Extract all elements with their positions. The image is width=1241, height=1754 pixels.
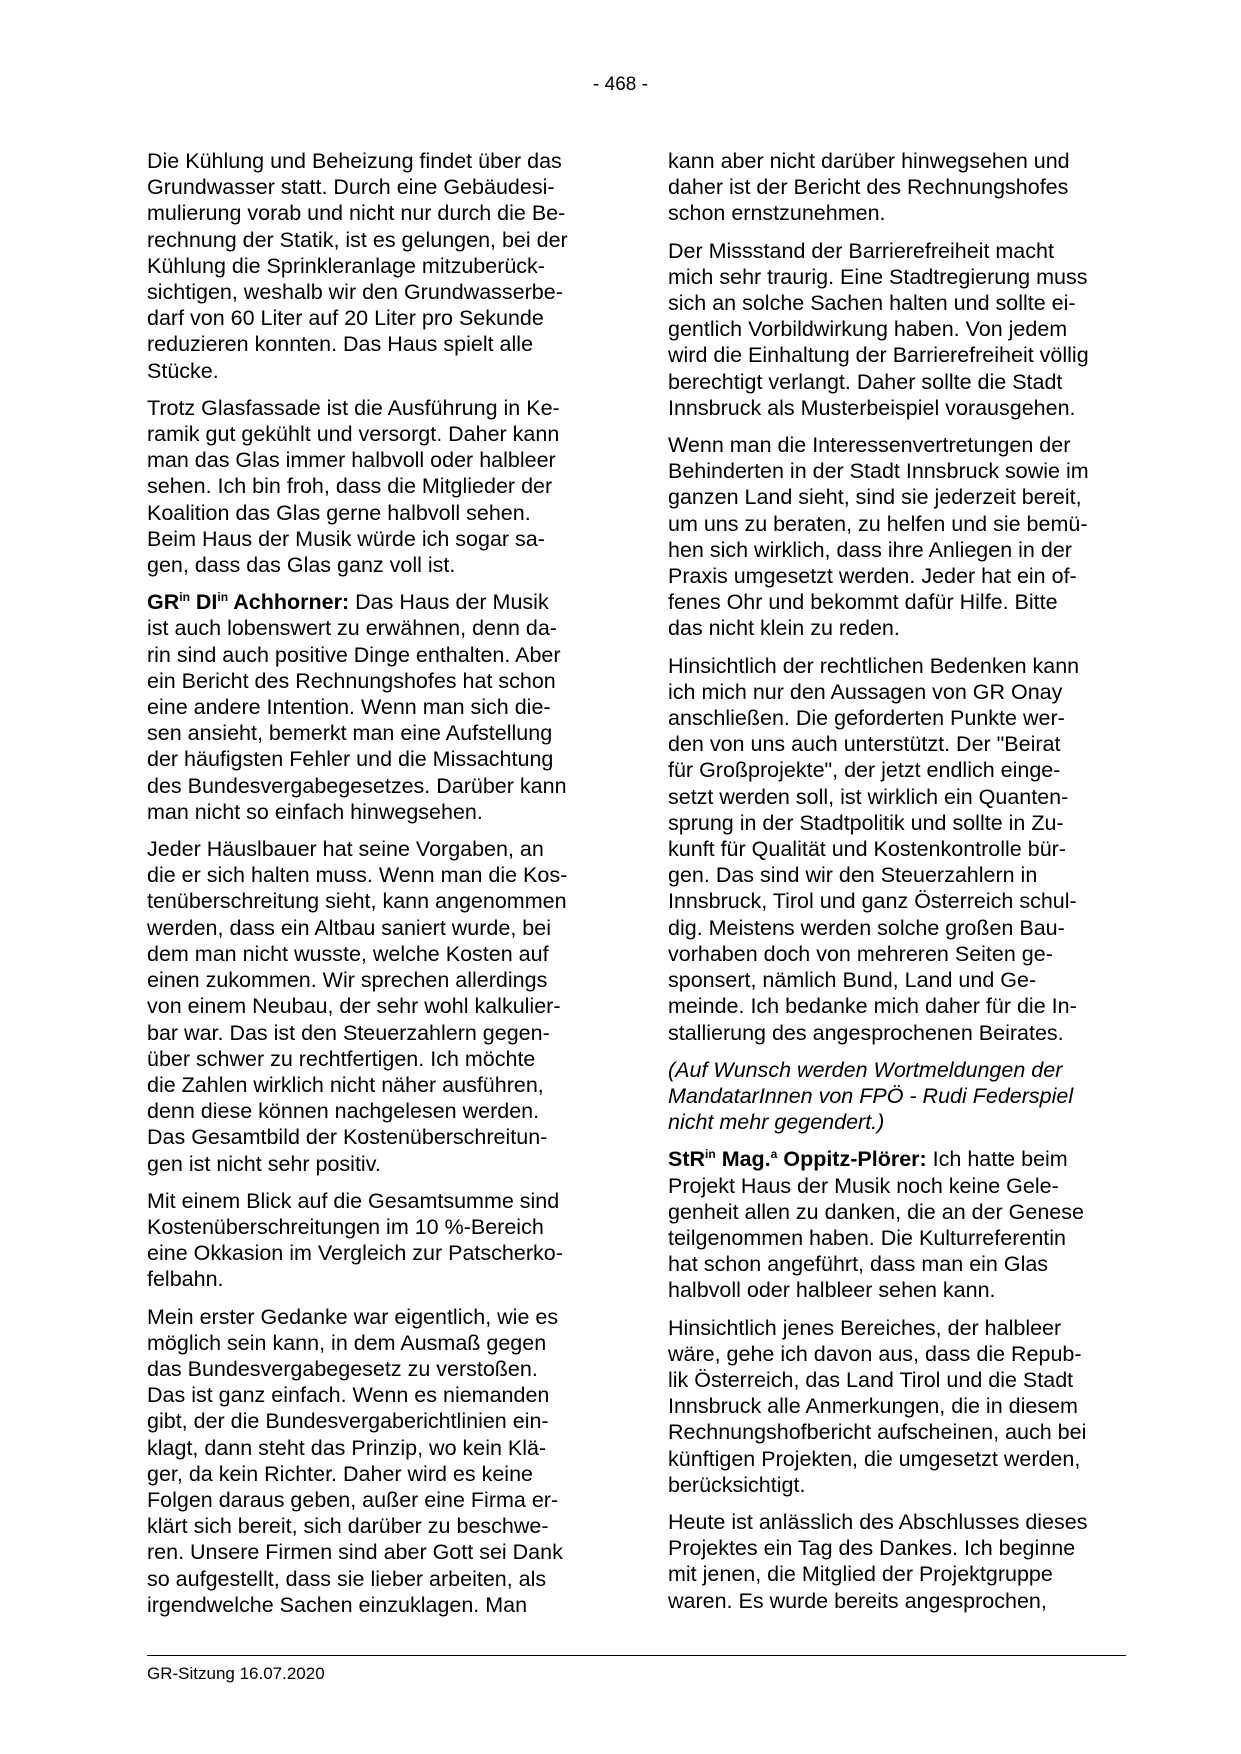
- right-column: [668, 148, 1126, 1625]
- speaker-name: $GR^{in}$ $DI^{in}$ Achhorner:: [147, 590, 350, 615]
- speech-paragraph: [668, 1146, 1126, 1303]
- paragraph: Hinsichtlich jenes Bereiches, der halbleer wäre, gehe ich davon aus, dass die Repub- lik Österreich, das Land Tirol und die Stadt Innsbruck alle Anmerkungen, die in diesem Rechnungshofbericht aufscheinen, auch bei künftigen Projekten, die umgesetzt werden, berücksichtigt.: [668, 1315, 1087, 1497]
- paragraph: Mit einem Blick auf die Gesamtsumme sind Kostenüberschreitungen im 10 %-Bereich eine Okkasion im Vergleich zur Patscherko- felbahn.: [147, 1188, 563, 1292]
- paragraph: Mein erster Gedanke war eigentlich, wie es möglich sein kann, in dem Ausmaß gegen das Bundesvergabegesetz zu verstoßen. Das ist ganz einfach. Wenn es niemanden gibt, der die Bundesvergaberichtlinien ein- klagt, dann steht das Prinzip, wo kein Klä- ger, da kein Richter. Daher wird es keine Folgen daraus geben, außer eine Firma er- klärt sich bereit, sich darüber zu beschwe- ren. Unsere Firmen sind aber Gott sei Dank so aufgestellt, dass sie lieber arbeiten, als irgendwelche Sachen einzuklagen. Man: [147, 1304, 563, 1617]
- paragraph: Die Kühlung und Beheizung findet über das Grundwasser statt. Durch eine Gebäudesi- mulierung vorab und nicht nur durch die Be- rechnung der Statik, ist es gelungen, bei der Kühlung die Sprinkleranlage mitzuberück- sichtigen, weshalb wir den Grundwasserbe- darf von 60 Liter auf 20 Liter pro Sekunde reduzieren konnten. Das Haus spielt alle Stücke.: [147, 149, 568, 383]
- paragraph: Jeder Häuslbauer hat seine Vorgaben, an die er sich halten muss. Wenn man die Kos- tenüberschreitung sieht, kann angenommen werden, dass ein Altbau saniert wurde, bei dem man nicht wusste, welche Kosten auf einen zukommen. Wir sprechen allerdings von einem Neubau, der sehr wohl kalkulier- bar war. Das ist den Steuerzahlern gegen- über schwer zu rechtfertigen. Ich möchte die Zahlen wirklich nicht näher ausführen, denn diese können nachgelesen werden. Das Gesamtbild der Kostenüberschreitun- gen ist nicht sehr positiv.: [147, 837, 568, 1176]
- page-number: - 468 -: [593, 74, 648, 95]
- footer-divider: [147, 1655, 1126, 1656]
- speech-text: Ich hatte beim Projekt Haus der Musik noch keine Gele- genheit allen zu danken, die an der Genese teilgenommen haben. Die Kulturreferentin hat schon angeführt, dass man ein Glas halbvoll oder halbleer sehen kann.: [668, 1147, 1084, 1303]
- paragraph: Wenn man die Interessenvertretungen der Behinderten in der Stadt Innsbruck sowie im ganzen Land sieht, sind sie jederzeit bereit, um uns zu beraten, zu helfen und sie bemü- hen sich wirklich, dass ihre Anliegen in der Praxis umgesetzt werden. Jeder hat ein of- fenes Ohr und bekommt dafür Hilfe. Bitte das nicht klein zu reden.: [668, 433, 1089, 641]
- footer-text: GR-Sitzung 16.07.2020: [147, 1664, 325, 1683]
- speaker-name: StR$^{in}$ Mag.$^a$ Oppitz-Plörer:: [668, 1147, 927, 1172]
- left-column: [147, 148, 605, 1629]
- paragraph: kann aber nicht darüber hinwegsehen und daher ist der Bericht des Rechnungshofes schon ernstzunehmen.: [668, 149, 1070, 226]
- editorial-note: (Auf Wunsch werden Wortmeldungen der MandatarInnen von FPÖ - Rudi Federspiel nicht mehr gegendert.): [668, 1057, 1074, 1135]
- paragraph: Trotz Glasfassade ist die Ausführung in Ke- ramik gut gekühlt und versorgt. Daher kann man das Glas immer halbvoll oder halbleer sehen. Ich bin froh, dass die Mitglieder der Koalition das Glas gerne halbvoll sehen. Beim Haus der Musik würde ich sogar sa- gen, dass das Glas ganz voll ist.: [147, 395, 560, 578]
- speech-text: Das Haus der Musik ist auch lobenswert zu erwähnen, denn da- rin sind auch positive Dinge enthalten. Aber ein Bericht des Rechnungshofes hat schon eine andere Intention. Wenn man sich die- sen ansieht, bemerkt man eine Aufstellung der häufigsten Fehler und die Missachtung des Bundesvergabegesetzes. Darüber kann man nicht so einfach hinwegsehen.: [147, 590, 567, 824]
- paragraph: Der Missstand der Barrierefreiheit macht mich sehr traurig. Eine Stadtregierung muss sich an solche Sachen halten und sollte ei- gentlich Vorbildwirkung haben. Von jedem wird die Einhaltung der Barrierefreiheit völlig berechtigt verlangt. Daher sollte die Stadt Innsbruck als Musterbeispiel vorausgehen.: [668, 238, 1089, 420]
- paragraph: Hinsichtlich der rechtlichen Bedenken kann ich mich nur den Aussagen von GR Onay anschließen. Die geforderten Punkte wer- den von uns auch unterstützt. Der "Beirat für Großprojekte", der jetzt endlich einge- setzt werden soll, ist wirklich ein Quanten- sprung in der Stadtpolitik und sollte in Zu- kunft für Qualität und Kostenkontrolle bür- gen. Das sind wir den Steuerzahlern in Innsbruck, Tirol und ganz Österreich schul- dig. Meistens werden solche großen Bau- vorhaben doch von mehreren Seiten ge- sponsert, nämlich Bund, Land und Ge- meinde. Ich bedanke mich daher für die In- stallierung des angesprochenen Beirates.: [668, 653, 1080, 1045]
- paragraph: Heute ist anlässlich des Abschlusses dieses Projektes ein Tag des Dankes. Ich beginne mit jenen, die Mitglied der Projektgruppe waren. Es wurde bereits angesprochen,: [668, 1509, 1088, 1613]
- speech-paragraph: [147, 589, 605, 825]
